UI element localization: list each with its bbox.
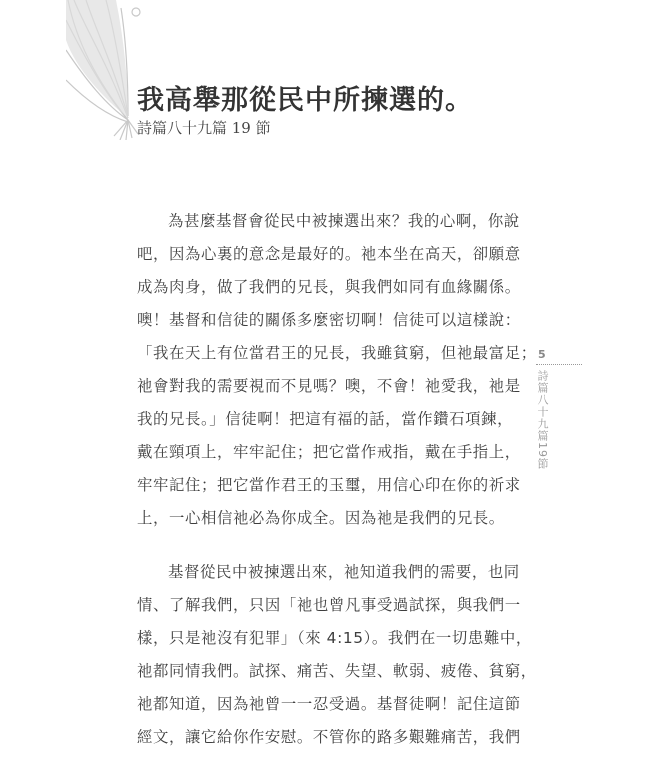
page-side-marker <box>536 348 582 470</box>
text-line: 噢！基督和信徒的關係多麼密切啊！信徒可以這樣說： <box>137 311 521 329</box>
text-line: 祂都同情我們。試探、痛苦、失望、軟弱、疲倦、貧窮， <box>137 662 537 680</box>
text-line: 祂會對我的需要視而不見嗎？噢，不會！祂愛我，祂是 <box>137 377 521 395</box>
text-line: 經文，讓它給你作安慰。不管你的路多艱難痛苦，我們 <box>137 728 521 746</box>
text-line: 祂都知道，因為祂曾一一忍受過。基督徒啊！記住這節 <box>137 695 521 713</box>
text-line: 基督從民中被揀選出來，祂知道我們的需要，也同 <box>168 563 520 581</box>
devotional-title: 我高舉那從民中所揀選的。 <box>137 85 473 116</box>
text-line: 戴在頸項上，牢牢記住；把它當作戒指，戴在手指上， <box>137 443 521 461</box>
scripture-reference: 詩篇八十九篇 19 節 <box>137 119 271 137</box>
text-line: 上，一心相信祂必為你成全。因為祂是我們的兄長。 <box>137 509 505 527</box>
text-line: 樣，只是祂沒有犯罪」（來 4:15）。我們在一切患難中， <box>137 629 532 647</box>
text-line: 為甚麼基督會從民中被揀選出來？我的心啊，你說 <box>168 212 520 230</box>
text-line: 吧，因為心裏的意念是最好的。祂本坐在高天，卻願意 <box>137 245 521 263</box>
feather-illustration-icon <box>66 0 146 140</box>
running-title: 詩篇八十九篇19節 <box>536 370 549 470</box>
text-line: 成為肉身，做了我們的兄長，與我們如同有血緣關係。 <box>137 278 521 296</box>
paragraph-2 <box>137 556 537 754</box>
text-line: 「我在天上有位當君王的兄長，我雖貧窮，但祂最富足； <box>137 344 537 362</box>
text-line: 我的兄長。」信徒啊！把這有福的話，當作鑽石項鍊， <box>137 410 514 428</box>
text-line: 情、了解我們，只因「祂也曾凡事受過試探，與我們一 <box>137 596 521 614</box>
paragraph-1 <box>137 205 537 535</box>
dotted-divider <box>536 364 582 365</box>
page-number: 5 <box>538 348 546 361</box>
text-line: 牢牢記住；把它當作君王的玉璽，用信心印在你的祈求 <box>137 476 521 494</box>
devotional-body <box>137 205 537 775</box>
